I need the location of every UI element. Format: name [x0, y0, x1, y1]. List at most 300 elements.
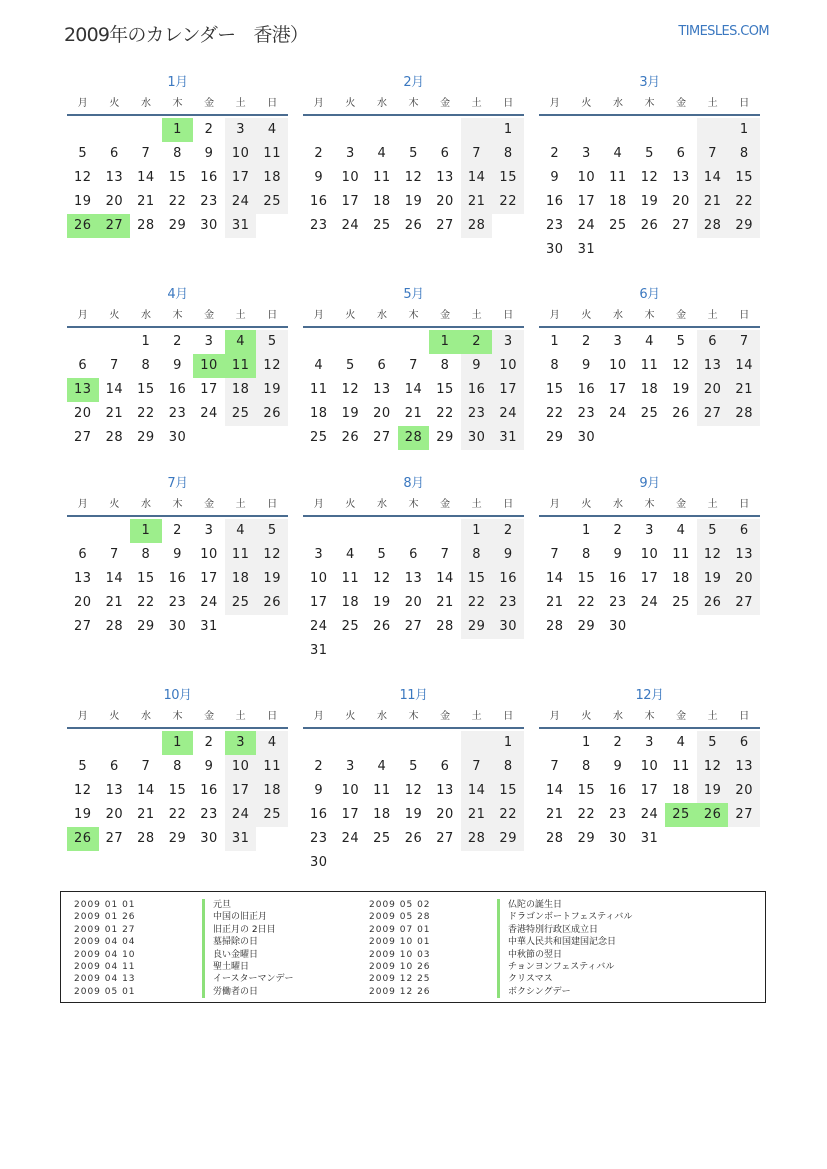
day-cell: 3 [225, 118, 257, 142]
holiday-date: 2009 01 26 [74, 912, 136, 923]
day-cell: 25 [225, 591, 257, 615]
day-cell: 19 [74, 194, 92, 209]
weekday-label: 火 [581, 98, 592, 109]
day-cell: 19 [404, 194, 423, 209]
day-cell: 1 [130, 519, 162, 543]
weekday-header [303, 495, 524, 517]
empty-day-cell [665, 827, 697, 851]
day-grid [303, 330, 524, 450]
month-block [67, 473, 288, 639]
day-cell: 20 [436, 807, 454, 822]
holiday-date: 2009 04 11 [74, 961, 136, 972]
day-cell: 27 [672, 218, 690, 233]
day-cell: 24 [640, 807, 659, 822]
day-cell: 14 [404, 382, 423, 397]
day-cell: 1 [429, 330, 461, 354]
day-cell: 26 [256, 402, 288, 426]
empty-day-cell [366, 330, 398, 354]
empty-day-cell [429, 851, 461, 875]
day-cell: 3 [204, 523, 214, 538]
day-cell: 10 [341, 783, 360, 798]
weekday-label: 月 [549, 711, 560, 722]
day-cell: 15 [492, 779, 524, 803]
day-cell: 14 [546, 783, 564, 798]
day-cell: 5 [697, 731, 729, 755]
weekday-label: 木 [408, 98, 419, 109]
day-cell: 19 [373, 595, 391, 610]
weekday-label: 火 [345, 499, 356, 510]
day-cell: 11 [373, 783, 391, 798]
weekday-label: 土 [471, 310, 482, 321]
day-cell: 22 [137, 406, 155, 421]
day-cell: 3 [613, 334, 623, 349]
day-cell: 20 [373, 406, 391, 421]
weekday-label: 月 [549, 98, 560, 109]
weekday-header [539, 495, 760, 517]
weekday-label: 金 [204, 98, 215, 109]
day-cell: 3 [645, 735, 654, 750]
day-cell: 30 [168, 430, 187, 445]
day-cell: 5 [676, 334, 686, 349]
day-cell: 11 [225, 543, 257, 567]
empty-day-cell [539, 519, 571, 543]
weekday-header [67, 495, 288, 517]
month-name: 5月 [403, 287, 424, 302]
day-cell: 30 [168, 619, 187, 634]
weekday-label: 土 [235, 310, 246, 321]
empty-day-cell [398, 519, 430, 543]
day-cell: 20 [404, 595, 423, 610]
weekday-label: 月 [77, 711, 88, 722]
day-cell: 20 [697, 378, 729, 402]
weekday-label: 火 [345, 98, 356, 109]
empty-day-cell [461, 639, 493, 663]
day-cell: 2 [613, 735, 623, 750]
day-cell: 12 [404, 783, 423, 798]
day-cell: 29 [137, 619, 155, 634]
day-cell: 14 [461, 779, 493, 803]
day-cell: 22 [436, 406, 454, 421]
day-cell: 23 [461, 402, 493, 426]
weekday-label: 木 [172, 310, 183, 321]
holiday-name: 仏陀の誕生日 [497, 899, 562, 911]
day-cell: 28 [398, 426, 430, 450]
day-cell: 26 [404, 831, 423, 846]
day-grid [67, 519, 288, 639]
weekday-label: 火 [109, 310, 120, 321]
day-cell: 5 [409, 146, 418, 161]
weekday-label: 土 [707, 98, 718, 109]
weekday-header [303, 306, 524, 328]
empty-day-cell [366, 639, 398, 663]
day-cell: 15 [546, 382, 564, 397]
month-name: 3月 [639, 75, 660, 90]
day-cell: 24 [225, 803, 257, 827]
day-cell: 17 [341, 194, 360, 209]
day-cell: 26 [672, 406, 690, 421]
day-cell: 6 [440, 146, 450, 161]
day-cell: 7 [440, 547, 450, 562]
weekday-label: 金 [440, 310, 451, 321]
day-cell: 7 [550, 759, 560, 774]
weekday-label: 月 [313, 711, 324, 722]
day-cell: 6 [697, 330, 729, 354]
holiday-date: 2009 05 28 [369, 912, 431, 923]
day-cell: 6 [728, 519, 760, 543]
day-cell: 10 [609, 358, 627, 373]
day-cell: 16 [200, 783, 218, 798]
empty-day-cell [665, 238, 697, 262]
day-cell: 12 [74, 783, 92, 798]
day-cell: 4 [377, 759, 387, 774]
day-cell: 22 [577, 595, 596, 610]
day-cell: 29 [461, 615, 493, 639]
day-cell: 26 [697, 591, 729, 615]
weekday-label: 日 [267, 310, 278, 321]
weekday-label: 日 [503, 499, 514, 510]
weekday-label: 日 [503, 98, 514, 109]
weekday-label: 土 [707, 310, 718, 321]
day-cell: 8 [461, 543, 493, 567]
weekday-label: 月 [549, 310, 560, 321]
day-cell: 27 [697, 402, 729, 426]
day-grid [67, 330, 288, 450]
day-cell: 31 [225, 214, 257, 238]
day-cell: 8 [141, 358, 151, 373]
weekday-label: 水 [140, 499, 151, 510]
holiday-name: 元旦 [202, 899, 231, 911]
day-cell: 30 [546, 242, 564, 257]
day-cell: 1 [492, 118, 524, 142]
holiday-name: 墓掃除の日 [202, 936, 258, 948]
day-cell: 5 [697, 519, 729, 543]
day-cell: 13 [373, 382, 391, 397]
weekday-label: 水 [376, 98, 387, 109]
day-cell: 11 [310, 382, 328, 397]
empty-day-cell [99, 731, 131, 755]
weekday-label: 水 [376, 499, 387, 510]
day-cell: 19 [672, 382, 690, 397]
empty-day-cell [130, 118, 162, 142]
empty-day-cell [398, 330, 430, 354]
day-cell: 25 [310, 430, 328, 445]
day-cell: 15 [168, 170, 187, 185]
month-name: 7月 [167, 476, 188, 491]
day-cell: 6 [409, 547, 418, 562]
day-grid [539, 330, 760, 450]
day-cell: 14 [461, 166, 493, 190]
day-cell: 28 [546, 619, 564, 634]
day-cell: 23 [609, 807, 627, 822]
day-cell: 18 [225, 378, 257, 402]
day-cell: 19 [256, 378, 288, 402]
empty-day-cell [225, 426, 257, 450]
day-cell: 9 [204, 759, 214, 774]
day-cell: 5 [256, 519, 288, 543]
day-cell: 22 [546, 406, 564, 421]
day-cell: 23 [200, 807, 218, 822]
day-cell: 6 [78, 358, 88, 373]
weekday-label: 金 [676, 711, 687, 722]
day-cell: 14 [137, 170, 155, 185]
day-cell: 19 [74, 807, 92, 822]
weekday-header [67, 306, 288, 328]
day-cell: 1 [550, 334, 560, 349]
day-cell: 25 [373, 831, 391, 846]
day-cell: 25 [640, 406, 659, 421]
holiday-date: 2009 10 26 [369, 961, 431, 972]
empty-day-cell [99, 330, 131, 354]
empty-day-cell [461, 731, 493, 755]
day-cell: 24 [200, 406, 218, 421]
day-cell: 9 [173, 358, 182, 373]
day-cell: 9 [613, 759, 623, 774]
day-cell: 4 [645, 334, 654, 349]
day-cell: 5 [256, 330, 288, 354]
day-cell: 17 [640, 571, 659, 586]
day-cell: 14 [105, 571, 124, 586]
day-cell: 25 [256, 803, 288, 827]
holiday-date: 2009 10 03 [369, 949, 431, 960]
day-cell: 12 [74, 170, 92, 185]
weekday-label: 火 [581, 310, 592, 321]
day-cell: 21 [546, 807, 564, 822]
weekday-label: 金 [676, 499, 687, 510]
empty-day-cell [602, 238, 634, 262]
day-cell: 10 [225, 142, 257, 166]
weekday-label: 水 [140, 98, 151, 109]
day-cell: 1 [461, 519, 493, 543]
day-cell: 21 [404, 406, 423, 421]
day-cell: 11 [672, 547, 690, 562]
weekday-label: 金 [204, 711, 215, 722]
weekday-label: 月 [549, 499, 560, 510]
day-cell: 20 [105, 807, 124, 822]
day-cell: 7 [550, 547, 560, 562]
day-cell: 12 [256, 543, 288, 567]
day-cell: 17 [225, 166, 257, 190]
day-cell: 6 [728, 731, 760, 755]
day-cell: 29 [546, 430, 564, 445]
day-cell: 4 [225, 330, 257, 354]
day-cell: 10 [640, 759, 659, 774]
weekday-label: 土 [235, 711, 246, 722]
weekday-label: 土 [707, 499, 718, 510]
weekday-label: 火 [581, 499, 592, 510]
holiday-name: 香港特別行政区成立日 [497, 924, 598, 936]
weekday-label: 日 [739, 98, 750, 109]
day-cell: 8 [492, 142, 524, 166]
day-cell: 13 [105, 170, 124, 185]
day-cell: 13 [728, 755, 760, 779]
day-cell: 10 [193, 354, 225, 378]
weekday-label: 木 [408, 310, 419, 321]
day-cell: 19 [697, 779, 729, 803]
day-grid [539, 118, 760, 262]
day-cell: 27 [728, 591, 760, 615]
empty-day-cell [303, 519, 335, 543]
month-block [539, 284, 760, 450]
day-cell: 2 [581, 334, 591, 349]
day-cell: 15 [577, 783, 596, 798]
day-cell: 29 [436, 430, 454, 445]
day-cell: 12 [640, 170, 659, 185]
day-cell: 23 [577, 406, 596, 421]
day-cell: 21 [546, 595, 564, 610]
empty-day-cell [728, 238, 760, 262]
day-cell: 27 [404, 619, 423, 634]
weekday-label: 木 [644, 98, 655, 109]
day-cell: 20 [74, 406, 92, 421]
day-cell: 29 [728, 214, 760, 238]
day-cell: 30 [461, 426, 493, 450]
day-cell: 14 [436, 571, 454, 586]
day-cell: 24 [609, 406, 627, 421]
day-cell: 20 [672, 194, 690, 209]
day-cell: 13 [697, 354, 729, 378]
empty-day-cell [398, 118, 430, 142]
day-cell: 10 [492, 354, 524, 378]
day-cell: 7 [728, 330, 760, 354]
day-cell: 9 [314, 170, 324, 185]
day-cell: 24 [200, 595, 218, 610]
empty-day-cell [665, 426, 697, 450]
holiday-name: 中国の旧正月 [202, 911, 267, 923]
day-cell: 14 [105, 382, 124, 397]
empty-day-cell [539, 731, 571, 755]
empty-day-cell [303, 731, 335, 755]
day-cell: 22 [492, 803, 524, 827]
weekday-label: 日 [503, 711, 514, 722]
empty-day-cell [67, 330, 99, 354]
holiday-date: 2009 10 01 [369, 937, 431, 948]
holiday-list [60, 891, 766, 1003]
weekday-label: 水 [612, 499, 623, 510]
holiday-name: 良い金曜日 [202, 949, 258, 961]
empty-day-cell [67, 118, 99, 142]
day-grid [67, 731, 288, 851]
empty-day-cell [130, 731, 162, 755]
day-cell: 13 [404, 571, 423, 586]
day-cell: 30 [200, 831, 218, 846]
empty-day-cell [256, 615, 288, 639]
day-cell: 21 [105, 595, 124, 610]
day-cell: 9 [173, 547, 182, 562]
weekday-label: 月 [77, 98, 88, 109]
day-cell: 15 [137, 382, 155, 397]
month-block [539, 473, 760, 639]
day-cell: 27 [436, 218, 454, 233]
day-cell: 27 [74, 619, 92, 634]
holiday-name: ボクシングデー [497, 986, 571, 998]
day-cell: 4 [613, 146, 623, 161]
day-cell: 9 [204, 146, 214, 161]
weekday-label: 水 [612, 98, 623, 109]
day-cell: 27 [99, 214, 131, 238]
day-cell: 11 [672, 759, 690, 774]
day-cell: 3 [345, 759, 355, 774]
weekday-label: 土 [235, 98, 246, 109]
day-cell: 4 [225, 519, 257, 543]
day-cell: 30 [577, 430, 596, 445]
holiday-name: 中華人民共和国建国記念日 [497, 936, 616, 948]
day-cell: 9 [461, 354, 493, 378]
day-cell: 4 [256, 731, 288, 755]
day-cell: 21 [728, 378, 760, 402]
weekday-label: 金 [204, 499, 215, 510]
day-cell: 15 [728, 166, 760, 190]
day-cell: 19 [341, 406, 360, 421]
day-cell: 30 [609, 619, 627, 634]
empty-day-cell [728, 615, 760, 639]
day-cell: 8 [550, 358, 560, 373]
day-cell: 28 [546, 831, 564, 846]
weekday-label: 月 [77, 310, 88, 321]
day-cell: 6 [109, 146, 119, 161]
day-cell: 7 [697, 142, 729, 166]
month-block [539, 685, 760, 851]
day-cell: 3 [314, 547, 324, 562]
day-cell: 20 [436, 194, 454, 209]
month-name: 9月 [639, 476, 660, 491]
day-cell: 23 [168, 406, 187, 421]
page-title: 2009年のカレンダー 香港） [64, 24, 309, 46]
day-cell: 21 [461, 803, 493, 827]
day-cell: 22 [137, 595, 155, 610]
weekday-label: 火 [345, 711, 356, 722]
day-cell: 23 [609, 595, 627, 610]
weekday-label: 日 [267, 711, 278, 722]
day-grid [303, 731, 524, 875]
day-cell: 12 [404, 170, 423, 185]
day-cell: 31 [577, 242, 596, 257]
weekday-label: 木 [644, 310, 655, 321]
day-cell: 31 [310, 643, 328, 658]
weekday-label: 水 [376, 310, 387, 321]
day-cell: 9 [581, 358, 591, 373]
day-grid [303, 519, 524, 663]
day-cell: 29 [577, 831, 596, 846]
empty-day-cell [461, 118, 493, 142]
day-cell: 28 [728, 402, 760, 426]
empty-day-cell [99, 118, 131, 142]
day-cell: 19 [256, 567, 288, 591]
day-cell: 23 [168, 595, 187, 610]
site-logo[interactable]: TIMESLES.COM [678, 24, 769, 39]
empty-day-cell [366, 118, 398, 142]
day-cell: 27 [105, 831, 124, 846]
day-cell: 1 [162, 118, 194, 142]
empty-day-cell [366, 851, 398, 875]
weekday-header [67, 94, 288, 116]
holiday-date: 2009 12 26 [369, 986, 431, 997]
day-cell: 2 [550, 146, 560, 161]
month-name: 8月 [403, 476, 424, 491]
day-cell: 25 [373, 218, 391, 233]
day-cell: 12 [697, 755, 729, 779]
day-cell: 29 [168, 831, 187, 846]
month-block [303, 685, 524, 875]
weekday-label: 月 [77, 499, 88, 510]
holiday-date: 2009 04 10 [74, 949, 136, 960]
weekday-label: 日 [739, 310, 750, 321]
day-cell: 18 [256, 779, 288, 803]
day-cell: 5 [78, 759, 88, 774]
day-cell: 22 [728, 190, 760, 214]
empty-day-cell [571, 118, 603, 142]
day-cell: 25 [609, 218, 627, 233]
weekday-label: 木 [172, 98, 183, 109]
